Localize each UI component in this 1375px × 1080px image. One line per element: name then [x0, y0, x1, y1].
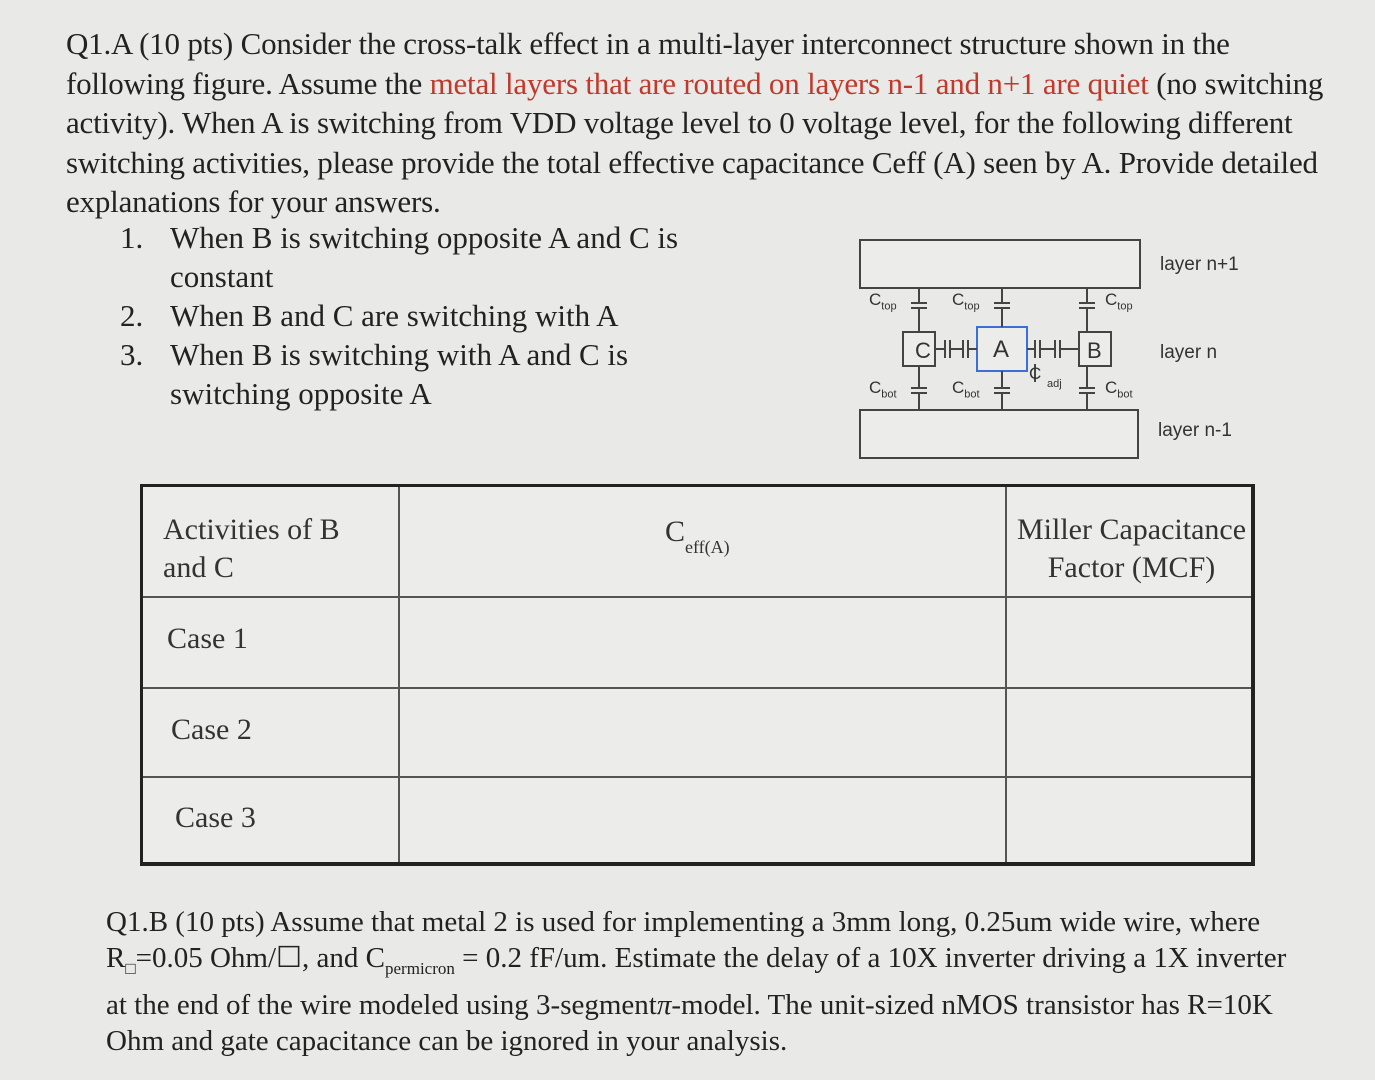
layer-n-minus-1-plate — [860, 410, 1138, 458]
table-row-label: Case 3 — [175, 801, 256, 834]
cap-subscript: top — [1117, 300, 1133, 313]
bottom-capacitors — [911, 366, 1095, 410]
wire-a-label: A — [993, 336, 1010, 363]
q1a-text-part2: (no switching activity). When A is switching from VDD voltage level to 0 voltage level, for the following different switching activities, please provide the total effective capacitance Ceff (A) seen by A. Provide detailed explanations for your answers. — [66, 65, 1324, 219]
cap-subscript: bot — [881, 388, 897, 401]
cap-top-label — [1105, 290, 1133, 312]
header-mcf: Miller Capacitance Factor (MCF) — [1016, 513, 1247, 584]
top-capacitors — [911, 288, 1095, 332]
cap-symbol: C — [952, 378, 965, 397]
cap-bot-label — [952, 378, 980, 400]
layer-n-minus-1-label: layer n-1 — [1158, 420, 1232, 441]
header-ceff — [665, 513, 730, 557]
case-list — [120, 218, 690, 413]
header-activities: Activities of B and C — [163, 513, 340, 584]
header-ceff-symbol: C — [665, 515, 686, 548]
cap-adj-symbol: C — [1029, 364, 1042, 383]
cap-subscript: top — [881, 300, 897, 313]
cap-symbol: C — [869, 378, 882, 397]
cap-bot-label — [1105, 378, 1133, 400]
cap-symbol: C — [1105, 290, 1118, 309]
answer-table — [140, 484, 1255, 866]
cap-subscript: bot — [1117, 388, 1133, 401]
q1b-text: = 0.2 fF/um. Estimate the delay of a 10X inverter driving a 1X inverter at the end of the wire modeled using 3-segment — [106, 942, 1287, 1021]
table-row-label: Case 1 — [167, 622, 248, 655]
pi-symbol: π — [656, 988, 672, 1021]
wire-b-label: B — [1087, 338, 1102, 363]
table-column-divider — [1005, 487, 1007, 862]
case-number: 1. — [120, 220, 144, 255]
case-text: When B is switching with A and C is switching opposite A — [170, 337, 629, 411]
case-list-item — [120, 218, 690, 296]
cap-symbol: C — [869, 290, 882, 309]
case-text: When B is switching opposite A and C is constant — [170, 220, 679, 294]
cap-bot-label — [869, 378, 897, 400]
cap-symbol: C — [952, 290, 965, 309]
cap-adj-subscript: adj — [1047, 378, 1062, 390]
interconnect-diagram — [855, 232, 1275, 467]
q1a-text-part1: Q1.A (10 pts) Consider the cross-talk effect in a multi-layer interconnect structure shown in the following figure. Assume the — [66, 26, 1230, 101]
q1b-text: =0.05 Ohm/ — [135, 942, 277, 974]
case-number: 3. — [120, 337, 144, 372]
q1b-text: , and C — [302, 942, 386, 974]
layer-n-label: layer n — [1160, 342, 1218, 363]
table-row-divider — [143, 776, 1251, 778]
cap-subscript: top — [964, 300, 980, 313]
table-row-divider — [143, 596, 1251, 598]
header-ceff-subscript: eff(A) — [685, 537, 730, 557]
case-text: When B and C are switching with A — [170, 298, 619, 333]
q1b-text: -model. The unit-sized nMOS transistor has R=10K Ohm and gate capacitance can be ignored in your analysis. — [106, 988, 1273, 1057]
cap-top-label — [952, 290, 980, 312]
case-list-item — [120, 296, 690, 335]
cap-subscript: bot — [964, 388, 980, 401]
layer-n-plus-1-plate — [860, 240, 1140, 288]
question-1a-text — [66, 24, 1326, 222]
case-list-item — [120, 335, 650, 413]
square-symbol: ☐ — [276, 942, 303, 974]
cap-top-label — [869, 290, 897, 312]
r-square-subscript: □ — [125, 958, 136, 978]
q1b-text: Q1.B (10 pts) Assume that metal 2 is used for implementing a 3mm long, 0.25um wide wire, where R — [106, 906, 1261, 974]
case-number: 2. — [120, 298, 144, 333]
layer-n-plus-1-label: layer n+1 — [1160, 254, 1239, 275]
table-row-divider — [143, 687, 1251, 689]
table-column-divider — [398, 487, 400, 862]
cap-symbol: C — [1105, 378, 1118, 397]
wire-c-label: C — [915, 338, 931, 363]
question-1b-text — [106, 904, 1306, 1059]
c-permicron-subscript: permicron — [385, 958, 455, 978]
q1a-highlight: metal layers that are routed on layers n-1 and n+1 are quiet — [429, 65, 1149, 101]
table-row-label: Case 2 — [171, 713, 252, 746]
